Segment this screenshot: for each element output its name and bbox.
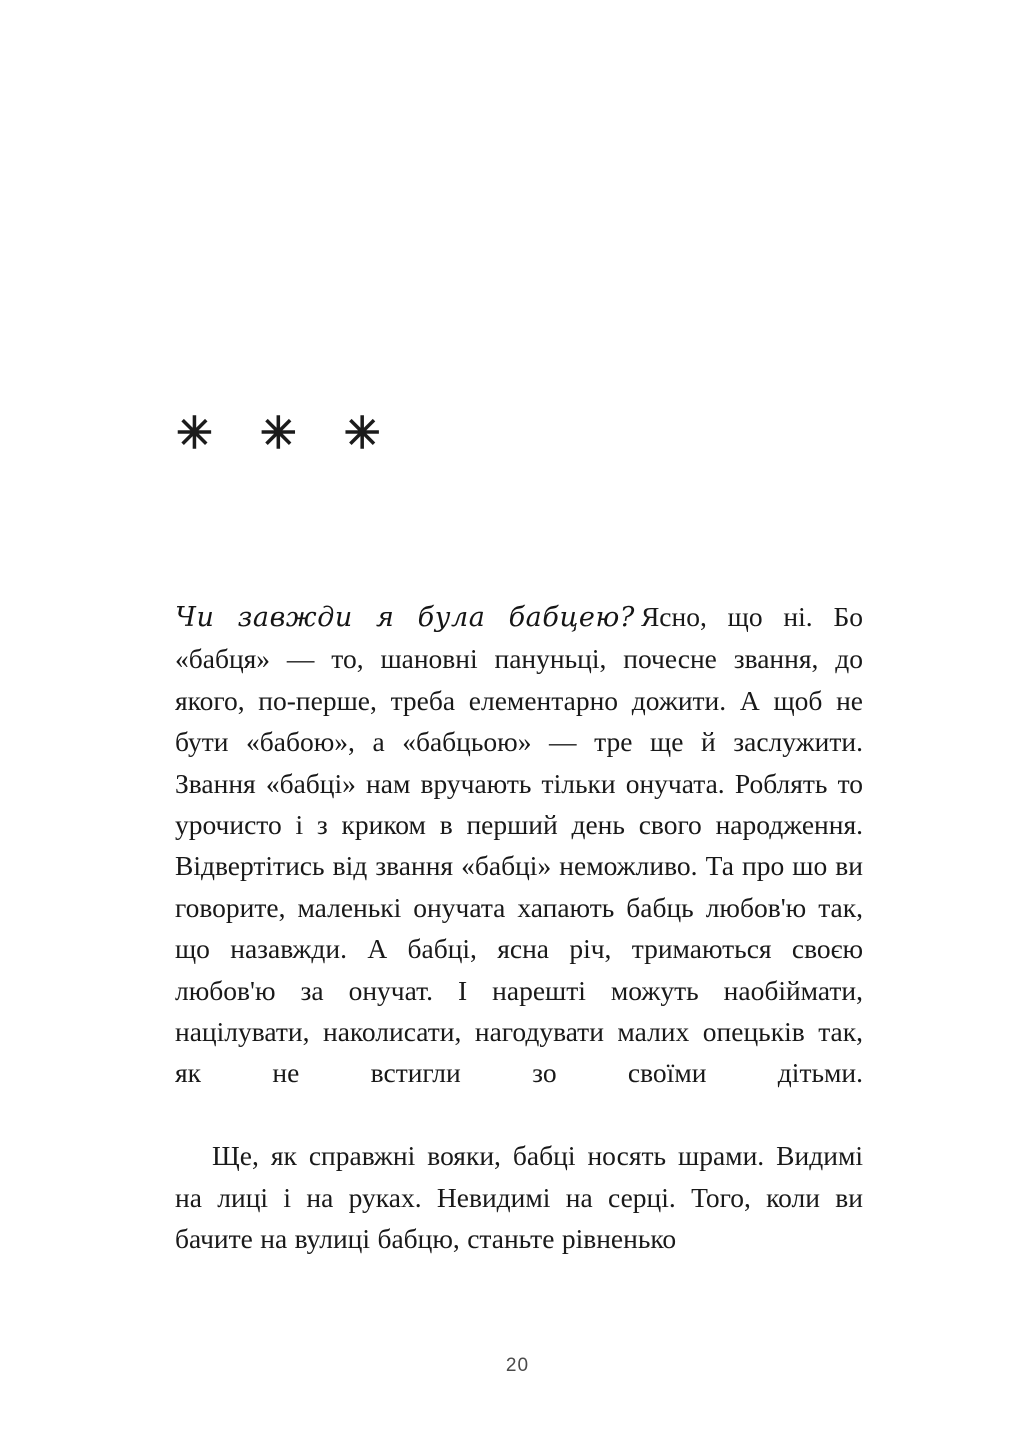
page-number: 20 bbox=[505, 1355, 530, 1376]
handwritten-opening-phrase: Чи завжди я була бабцею? bbox=[175, 602, 635, 633]
paragraph-2 bbox=[175, 1135, 863, 1259]
paragraph-1 bbox=[175, 596, 863, 1135]
paragraph-1-text: Ясно, що ні. Бо «бабця» — то, шановні пануньці, почесне звання, до якого, по-перше, треба елементарно дожити. А щоб не бути «бабою», а «бабцьою» — тре ще й заслужити. Звання «бабці» нам вручають тільки онучата. Роблять то урочисто і з криком в перший день свого народження. Відвертітись від звання «бабці» неможливо. Та про шо ви говорите, маленькі онучата хапають бабць любов'ю так, що назавжди. А бабці, ясна річ, тримаються своєю любов'ю за онучат. І нарешті можуть наобіймати, націлувати, наколисати, нагодувати малих опецьків так, як не встигли зо своїми дітьми. bbox=[175, 601, 863, 1089]
body-text-block bbox=[175, 596, 863, 1260]
section-divider-asterisks: ✳ ✳ ✳ bbox=[176, 409, 399, 458]
paragraph-2-text: Ще, як справжні вояки, бабці носять шрами. Видимі на лиці і на руках. Невидимі на серці. Того, коли ви бачите на вулиці бабцю, станьте рівненько bbox=[175, 1140, 863, 1255]
